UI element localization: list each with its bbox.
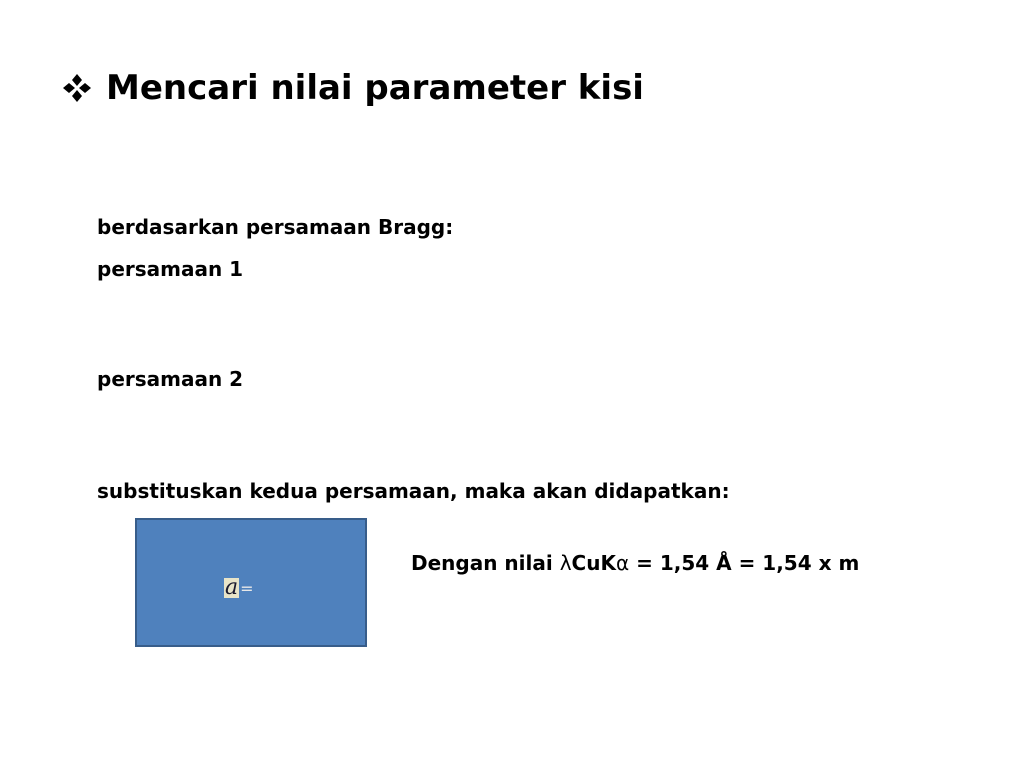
formula-equals: = bbox=[240, 578, 254, 598]
note-prefix: Dengan nilai bbox=[411, 551, 560, 575]
note-suffix: = 1,54 Å = 1,54 x m bbox=[629, 551, 860, 575]
formula-box bbox=[135, 518, 367, 647]
title-row bbox=[62, 68, 644, 108]
equation-1-label: persamaan 1 bbox=[97, 257, 244, 281]
diamond-quad-bullet-icon bbox=[62, 73, 92, 103]
bragg-intro-text: berdasarkan persamaan Bragg: bbox=[97, 215, 454, 239]
equation-2-label: persamaan 2 bbox=[97, 367, 244, 391]
formula-snippet bbox=[224, 577, 254, 599]
slide-title: Mencari nilai parameter kisi bbox=[106, 68, 644, 108]
substitution-text: substituskan kedua persamaan, maka akan didapatkan: bbox=[97, 479, 730, 503]
alpha-symbol: α bbox=[615, 551, 630, 575]
wavelength-note bbox=[411, 551, 859, 575]
lambda-symbol: λ bbox=[559, 551, 572, 575]
formula-symbol: a bbox=[225, 575, 239, 600]
note-cuk: CuK bbox=[571, 551, 616, 575]
